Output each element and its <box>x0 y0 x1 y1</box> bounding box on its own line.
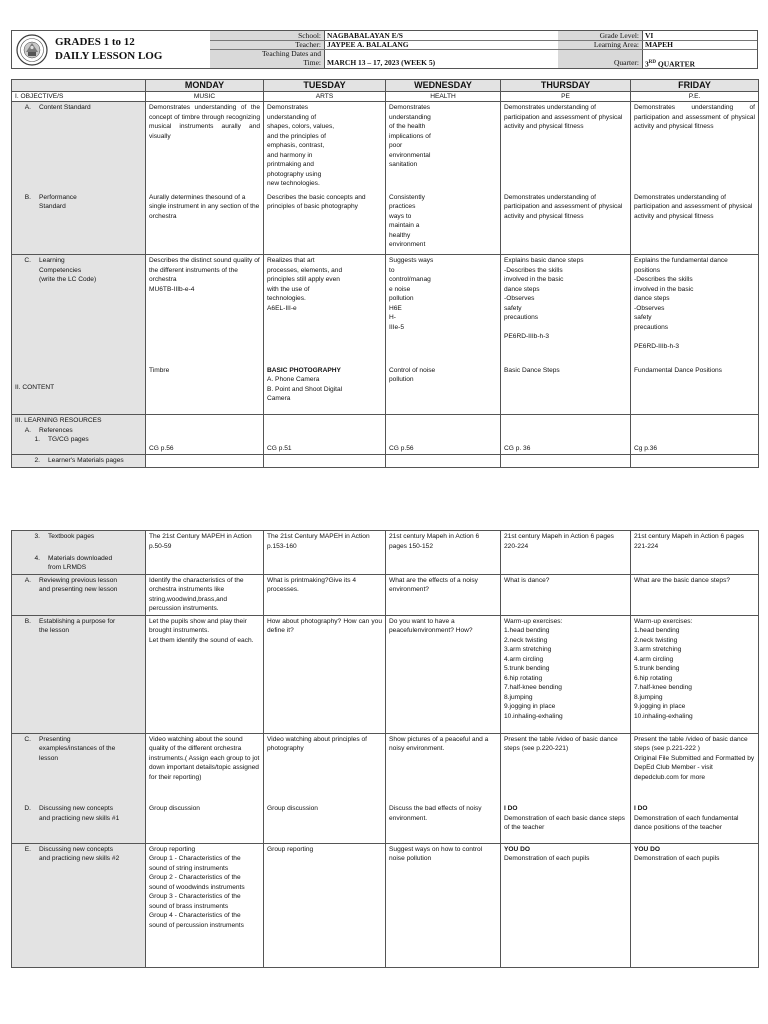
lrmds-tuesday <box>264 553 386 575</box>
subject-row <box>12 92 759 102</box>
lrmds-monday <box>146 553 264 575</box>
competencies-tuesday: Realizes that art processes, elements, and principles still apply even with the use of technologies. A6EL-III-e <box>264 255 386 365</box>
review-row <box>12 574 759 615</box>
discuss1-friday <box>631 803 759 843</box>
title-daily-lesson-log: DAILY LESSON LOG <box>55 50 163 62</box>
header-labels-right <box>558 31 643 68</box>
day-tuesday: TUESDAY <box>264 80 386 92</box>
quarter-label: Quarter: <box>614 58 639 67</box>
dll-header <box>11 30 758 69</box>
discuss1-label: D. Discussing new concepts and practicing new skills #1 <box>12 803 146 843</box>
discuss2-friday-text: Demonstration of each pupils <box>634 855 720 862</box>
discuss1-row <box>12 803 759 843</box>
lrmds-friday <box>631 553 759 575</box>
textbook-thursday: 21st century Mapeh in Action 6 pages 220-224 <box>501 531 631 553</box>
content-tuesday-heading: BASIC PHOTOGRAPHY <box>267 366 341 374</box>
lrmds-wednesday <box>386 553 501 575</box>
presenting-tuesday: Video watching about principles of photography <box>264 733 386 803</box>
purpose-label: B. Establishing a purpose for the lesson <box>12 615 146 733</box>
textbook-monday: The 21st Century MAPEH in Action p.50-59 <box>146 531 264 553</box>
presenting-label: C. Presenting examples/instances of the lesson <box>12 733 146 803</box>
discuss2-wednesday: Suggest ways on how to control noise pollution <box>386 843 501 967</box>
review-label: A. Reviewing previous lesson and presenting new lesson <box>12 574 146 615</box>
quarter-value: 3RD QUARTER <box>645 59 696 69</box>
corner-cell <box>12 80 146 92</box>
presenting-monday: Video watching about the sound quality of the different orchestra instruments.( Assign each group to jot down important details/topic assigned for their reporting) <box>146 733 264 803</box>
content-standard-label: A. Content Standard <box>12 102 146 192</box>
textbook-tuesday: The 21st Century MAPEH in Action p.153-160 <box>264 531 386 553</box>
textbook-row <box>12 531 759 553</box>
day-wednesday: WEDNESDAY <box>386 80 501 92</box>
tg-monday: CG p.56 <box>146 415 264 455</box>
purpose-monday: Let the pupils show and play their brought instruments. Let them identify the sound of each. <box>146 615 264 733</box>
review-thursday: What is dance? <box>501 574 631 615</box>
performance-standard-tuesday: Describes the basic concepts and principles of basic photography <box>264 192 386 255</box>
content-label: II. CONTENT <box>15 383 55 391</box>
content-monday: Timbre <box>146 365 264 415</box>
performance-standard-friday: Demonstrates understanding of participation and assessment of physical activity and physical fitness <box>631 192 759 255</box>
discuss2-monday: Group reporting Group 1 - Characteristics of the sound of string instruments Group 2 - Characteristics of the sound of woodwinds instruments Group 3 - Characteristics of the sound of brass instruments Group 4 - Characteristics of the sound of percussion instruments <box>146 843 264 967</box>
discuss1-thursday <box>501 803 631 843</box>
performance-standard-monday: Aurally determines thesound of a single instrument in any section of the orchestra <box>146 192 264 255</box>
area-label: Learning Area: <box>558 40 642 50</box>
header-labels-left <box>210 31 325 68</box>
dates-label-2: Time: <box>303 58 321 67</box>
tg-thursday: CG p. 36 <box>501 415 631 455</box>
competencies-wednesday: Suggests ways to control/manag e noise pollution H6E H- IIIe-5 <box>386 255 501 365</box>
day-thursday: THURSDAY <box>501 80 631 92</box>
dates-label-1: Teaching Dates and <box>261 49 321 58</box>
presenting-row <box>12 733 759 803</box>
discuss2-friday <box>631 843 759 967</box>
purpose-tuesday: How about photography? How can you define it? <box>264 615 386 733</box>
content-standard-friday: Demonstrates understanding of participation and assessment of physical activity and physical fitness <box>631 102 759 192</box>
grade-label: Grade Level: <box>558 31 642 41</box>
day-friday: FRIDAY <box>631 80 759 92</box>
subject-wednesday: HEALTH <box>386 92 501 102</box>
lm-tuesday <box>264 455 386 468</box>
resources-label-cell <box>12 415 146 455</box>
lm-thursday <box>501 455 631 468</box>
area-value: MAPEH <box>642 40 757 50</box>
review-wednesday: What are the effects of a noisy environment? <box>386 574 501 615</box>
content-standard-row <box>12 102 759 192</box>
textbook-label: 3. Textbook pages <box>12 531 146 553</box>
lesson-table-page1 <box>11 79 759 468</box>
subject-thursday: PE <box>501 92 631 102</box>
content-standard-wednesday: Demonstrates understanding of the health implications of poor environmental sanitation <box>386 102 501 192</box>
purpose-thursday: Warm-up exercises: 1.head bending 2.neck twisting 3.arm stretching 4.arm circling 5.trunk bending 6.hip rotating 7.half-knee bending 8.jumping 9.jogging in place 10.inhaling-exhaling <box>501 615 631 733</box>
discuss1-friday-heading: I DO <box>634 805 648 812</box>
tg-tuesday: CG p.51 <box>264 415 386 455</box>
content-tuesday <box>264 365 386 415</box>
content-label-cell <box>12 365 146 415</box>
discuss1-wednesday: Discuss the bad effects of noisy environment. <box>386 803 501 843</box>
day-monday: MONDAY <box>146 80 264 92</box>
header-values-left <box>324 31 559 68</box>
discuss2-tuesday: Group reporting <box>264 843 386 967</box>
discuss1-tuesday: Group discussion <box>264 803 386 843</box>
subject-tuesday: ARTS <box>264 92 386 102</box>
objectives-label: I. OBJECTIVE/S <box>12 92 146 102</box>
subject-friday: P.E. <box>631 92 759 102</box>
references-label: A. References <box>24 426 73 434</box>
performance-standard-row <box>12 192 759 255</box>
title-grades: GRADES 1 to 12 <box>55 36 135 48</box>
tg-wednesday: CG p.56 <box>386 415 501 455</box>
school-label: School: <box>210 31 324 41</box>
content-friday: Fundamental Dance Positions <box>631 365 759 415</box>
subject-monday: MUSIC <box>146 92 264 102</box>
lrmds-label: 4. Materials downloaded from LRMDS <box>12 553 146 575</box>
school-value: NAGBABALAYAN E/S <box>324 31 558 41</box>
content-standard-tuesday: Demonstrates understanding of shapes, colors, values, and the principles of emphasis, contrast, and harmony in printmaking and photography using new technologies. <box>264 102 386 192</box>
content-standard-thursday: Demonstrates understanding of participation and assessment of physical activity and physical fitness <box>501 102 631 192</box>
performance-standard-label: B. Performance Standard <box>12 192 146 255</box>
dates-value: MARCH 13 – 17, 2023 (WEEK 5) <box>327 58 436 67</box>
teacher-label: Teacher: <box>210 40 324 50</box>
competencies-friday: Explains the fundamental dance positions -Describes the skills involved in the basic dance steps -Observes safety precautions PE6RD-IIIb-h-3 <box>631 255 759 365</box>
teacher-value: JAYPEE A. BALALANG <box>324 40 558 50</box>
competencies-thursday: Explains basic dance steps -Describes the skills involved in the basic dance steps -Observes safety precautions PE6RD-IIIb-h-3 <box>501 255 631 365</box>
textbook-wednesday: 21st century Mapeh in Action 6 pages 150-152 <box>386 531 501 553</box>
lm-monday <box>146 455 264 468</box>
discuss2-friday-heading: YOU DO <box>634 845 661 853</box>
discuss2-row <box>12 843 759 967</box>
lm-wednesday <box>386 455 501 468</box>
purpose-row <box>12 615 759 733</box>
lm-label: 2. Learner's Materials pages <box>12 455 146 468</box>
review-tuesday: What is printmaking?Give its 4 processes. <box>264 574 386 615</box>
lrmds-thursday <box>501 553 631 575</box>
lesson-table-page2 <box>11 530 759 968</box>
discuss1-thursday-text: Demonstration of each basic dance steps of the teacher <box>504 814 625 831</box>
review-monday: Identify the characteristics of the orchestra instruments like string,woodwind,brass,and percussion instruments. <box>146 574 264 615</box>
performance-standard-wednesday: Consistently practices ways to maintain a healthy environment <box>386 192 501 255</box>
resources-label: III. LEARNING RESOURCES <box>15 417 102 424</box>
competencies-row <box>12 255 759 365</box>
content-tuesday-items: A. Phone Camera B. Point and Shoot Digital Camera <box>267 376 343 402</box>
discuss2-label: E. Discussing new concepts and practicing new skills #2 <box>12 843 146 967</box>
content-wednesday: Control of noise pollution <box>386 365 501 415</box>
grade-value: VI <box>642 31 757 41</box>
textbook-friday: 21st century Mapeh in Action 6 pages 221-224 <box>631 531 759 553</box>
competencies-monday: Describes the distinct sound quality of the different instruments of the orchestra MU6TB-IIIb-e-4 <box>146 255 264 365</box>
presenting-friday: Present the table /video of basic dance steps (see p.221-222 ) Original File Submitted and Formatted by DepEd Club Member - visit depedclub.com for more <box>631 733 759 803</box>
content-row <box>12 365 759 415</box>
discuss1-thursday-heading: I DO <box>504 805 518 812</box>
day-header-row <box>12 80 759 92</box>
header-values-right <box>642 31 757 68</box>
deped-seal-icon <box>16 34 48 66</box>
purpose-friday: Warm-up exercises: 1.head bending 2.neck twisting 3.arm stretching 4.arm circling 5.trunk bending 6.hip rotating 7.half-knee bending 8.jumping 9.jogging in place 10.inhaling-exhaling <box>631 615 759 733</box>
lm-friday <box>631 455 759 468</box>
tg-friday: Cg p.36 <box>631 415 759 455</box>
tg-label: 1. TG/CG pages <box>34 436 89 443</box>
content-thursday: Basic Dance Steps <box>501 365 631 415</box>
discuss2-thursday <box>501 843 631 967</box>
lm-row <box>12 455 759 468</box>
competencies-label: C. Learning Competencies (write the LC Code) <box>12 255 146 365</box>
performance-standard-thursday: Demonstrates understanding of participation and assessment of physical activity and physical fitness <box>501 192 631 255</box>
review-friday: What are the basic dance steps? <box>631 574 759 615</box>
purpose-wednesday: Do you want to have a peacefulenvironment? How? <box>386 615 501 733</box>
lrmds-row <box>12 553 759 575</box>
presenting-wednesday: Show pictures of a peaceful and a noisy environment. <box>386 733 501 803</box>
discuss1-monday: Group discussion <box>146 803 264 843</box>
header-title-block <box>12 31 211 68</box>
resources-row <box>12 415 759 455</box>
presenting-thursday: Present the table /video of basic dance steps (see p.220-221) <box>501 733 631 803</box>
content-standard-monday: Demonstrates understanding of the concept of timbre through recognizing musical instruments aurally and visually <box>146 102 264 192</box>
discuss2-thursday-heading: YOU DO <box>504 845 531 853</box>
discuss1-friday-text: Demonstration of each fundamental dance positions of the teacher <box>634 814 739 831</box>
discuss2-thursday-text: Demonstration of each pupils <box>504 855 590 862</box>
